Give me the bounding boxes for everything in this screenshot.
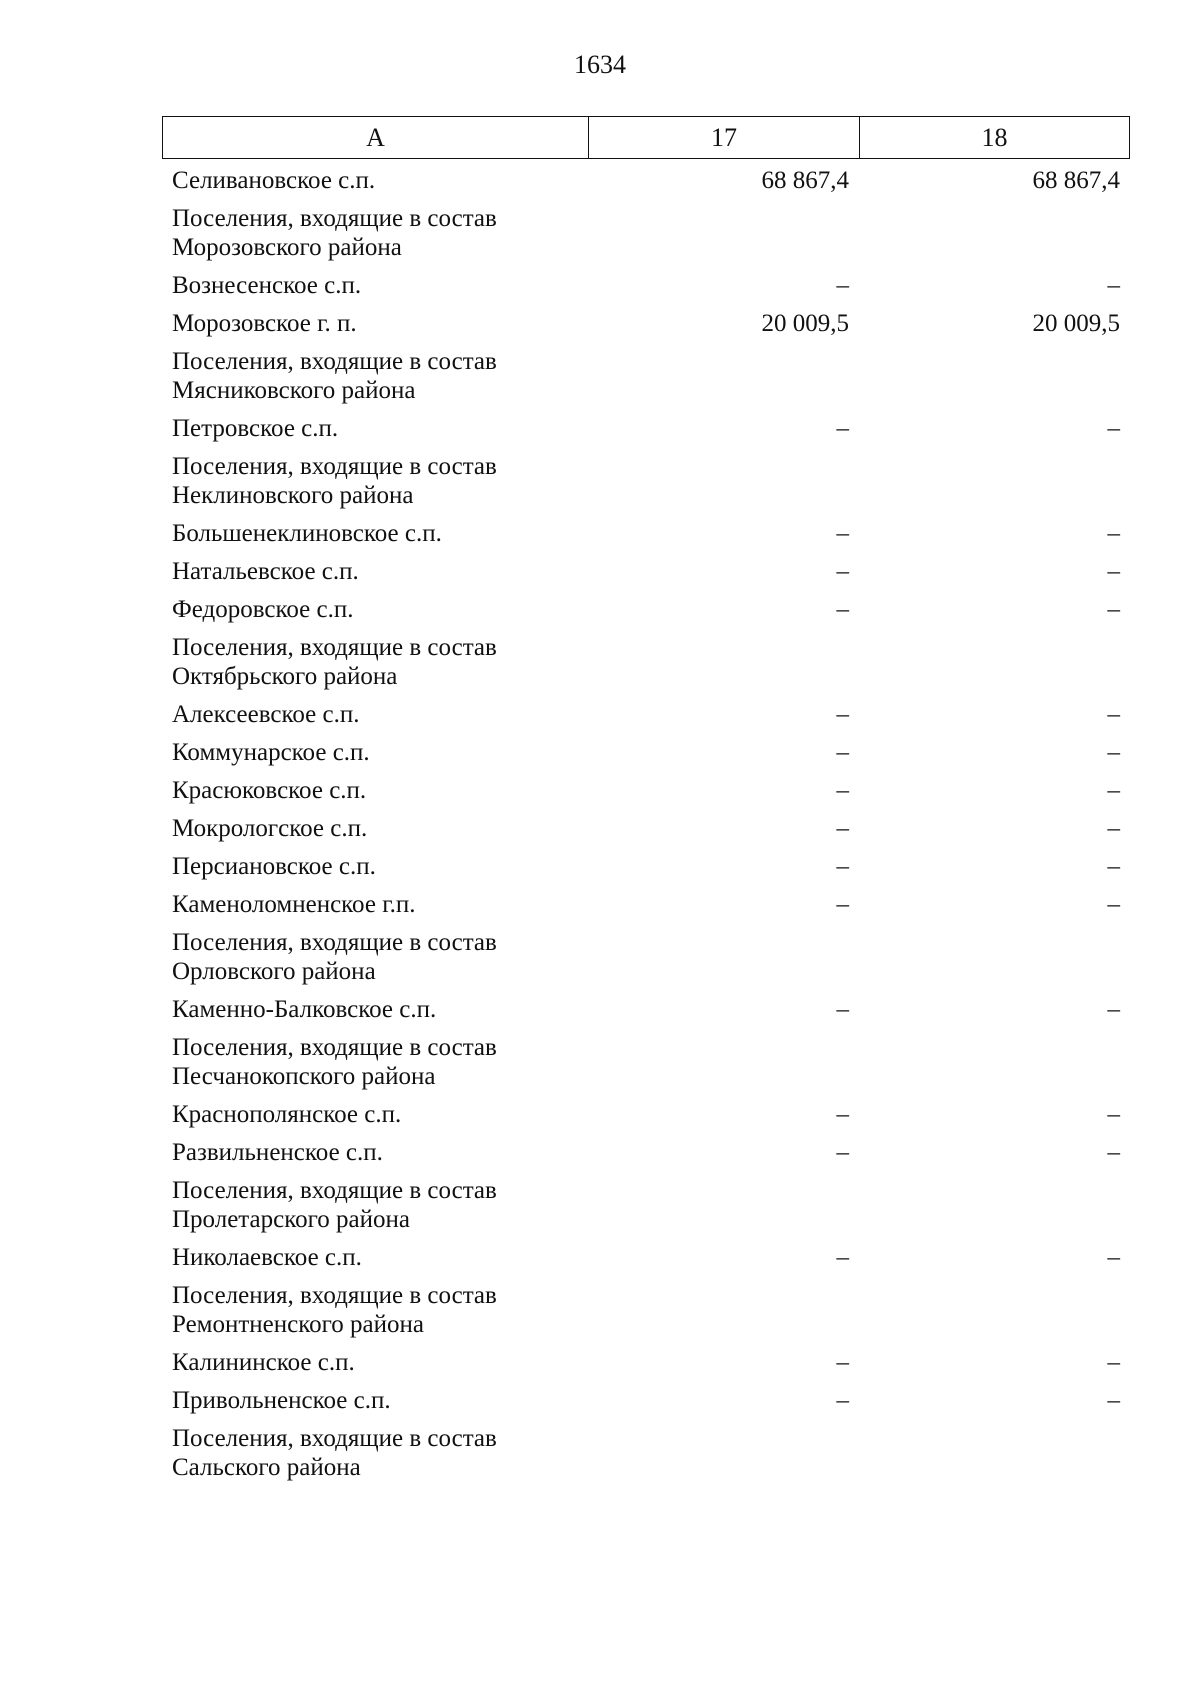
group-header-row [162, 1277, 1130, 1344]
value-17: – [836, 701, 849, 728]
settlement-name: Поселения, входящие в состав Неклиновского района [172, 453, 497, 509]
settlement-name: Поселения, входящие в состав Песчанокопского района [172, 1034, 497, 1090]
header-cell-a: А [163, 117, 589, 158]
value-17: – [836, 891, 849, 918]
value-18: 68 867,4 [1032, 167, 1120, 194]
table-row [162, 410, 1130, 448]
table-row [162, 1096, 1130, 1134]
value-18: – [1107, 853, 1120, 880]
settlement-name: Персиановское с.п. [172, 853, 376, 880]
value-17: – [836, 777, 849, 804]
group-header-row [162, 629, 1130, 696]
value-18: – [1107, 558, 1120, 585]
value-18: – [1107, 1387, 1120, 1414]
value-18: 20 009,5 [1032, 310, 1120, 337]
settlement-name: Краснополянское с.п. [172, 1101, 402, 1128]
table-row [162, 734, 1130, 772]
value-18: – [1107, 1244, 1120, 1271]
value-17: – [836, 853, 849, 880]
value-18: – [1107, 272, 1120, 299]
value-17: – [836, 1101, 849, 1128]
settlement-name: Поселения, входящие в состав Ремонтненского района [172, 1282, 497, 1338]
settlement-name: Федоровское с.п. [172, 596, 354, 623]
value-17: – [836, 1349, 849, 1376]
value-18: – [1107, 777, 1120, 804]
table-row [162, 305, 1130, 343]
table-row [162, 1344, 1130, 1382]
value-18: – [1107, 891, 1120, 918]
settlement-name: Поселения, входящие в состав Сальского района [172, 1425, 497, 1481]
settlement-name: Поселения, входящие в состав Орловского района [172, 929, 497, 985]
value-17: – [836, 815, 849, 842]
settlement-name: Развильненское с.п. [172, 1139, 383, 1166]
value-17: – [836, 739, 849, 766]
table-row [162, 991, 1130, 1029]
header-cell-17: 17 [589, 117, 860, 158]
value-18: – [1107, 996, 1120, 1023]
settlement-name: Николаевское с.п. [172, 1244, 362, 1271]
value-17: – [836, 996, 849, 1023]
settlement-name: Селивановское с.п. [172, 167, 376, 194]
settlement-name: Красюковское с.п. [172, 777, 367, 804]
settlement-name: Вознесенское с.п. [172, 272, 362, 299]
value-18: – [1107, 415, 1120, 442]
value-17: – [836, 596, 849, 623]
value-17: – [836, 558, 849, 585]
settlement-name: Каменоломненское г.п. [172, 891, 416, 918]
group-header-row [162, 1420, 1130, 1487]
table-row [162, 553, 1130, 591]
value-18: – [1107, 1349, 1120, 1376]
table-row [162, 267, 1130, 305]
settlement-name: Мокрологское с.п. [172, 815, 368, 842]
table-row [162, 1134, 1130, 1172]
table-row [162, 886, 1130, 924]
value-18: – [1107, 815, 1120, 842]
value-17: – [836, 520, 849, 547]
group-header-row [162, 1029, 1130, 1096]
group-header-row [162, 1172, 1130, 1239]
value-17: – [836, 415, 849, 442]
value-18: – [1107, 1101, 1120, 1128]
settlement-name: Морозовское г. п. [172, 310, 357, 337]
value-17: – [836, 1244, 849, 1271]
settlement-name: Поселения, входящие в состав Морозовского района [172, 205, 497, 261]
group-header-row [162, 343, 1130, 410]
settlement-name: Коммунарское с.п. [172, 739, 370, 766]
table-header [162, 116, 1130, 159]
value-18: – [1107, 739, 1120, 766]
value-18: – [1107, 1139, 1120, 1166]
settlement-name: Калининское с.п. [172, 1349, 355, 1376]
table-row [162, 810, 1130, 848]
table-row [162, 772, 1130, 810]
value-18: – [1107, 520, 1120, 547]
settlement-name: Поселения, входящие в состав Мясниковского района [172, 348, 497, 404]
table-row [162, 162, 1130, 200]
value-17: – [836, 1387, 849, 1414]
group-header-row [162, 200, 1130, 267]
value-17: 20 009,5 [761, 310, 849, 337]
value-18: – [1107, 596, 1120, 623]
settlement-name: Привольненское с.п. [172, 1387, 391, 1414]
settlement-name: Алексеевское с.п. [172, 701, 360, 728]
table-row [162, 591, 1130, 629]
settlement-name: Большенеклиновское с.п. [172, 520, 442, 547]
table-row [162, 848, 1130, 886]
table-row [162, 696, 1130, 734]
group-header-row [162, 924, 1130, 991]
settlement-name: Поселения, входящие в состав Октябрьского района [172, 634, 497, 690]
table-row [162, 515, 1130, 553]
header-cell-18: 18 [981, 122, 1008, 152]
value-17: – [836, 1139, 849, 1166]
settlement-name: Поселения, входящие в состав Пролетарского района [172, 1177, 497, 1233]
table-body [162, 162, 1130, 1487]
table-row [162, 1382, 1130, 1420]
settlement-name: Каменно-Балковское с.п. [172, 996, 437, 1023]
table-row [162, 1239, 1130, 1277]
value-18: – [1107, 701, 1120, 728]
settlement-name: Натальевское с.п. [172, 558, 359, 585]
settlement-name: Петровское с.п. [172, 415, 339, 442]
group-header-row [162, 448, 1130, 515]
page-number: 1634 [574, 50, 626, 79]
value-17: – [836, 272, 849, 299]
value-17: 68 867,4 [761, 167, 849, 194]
